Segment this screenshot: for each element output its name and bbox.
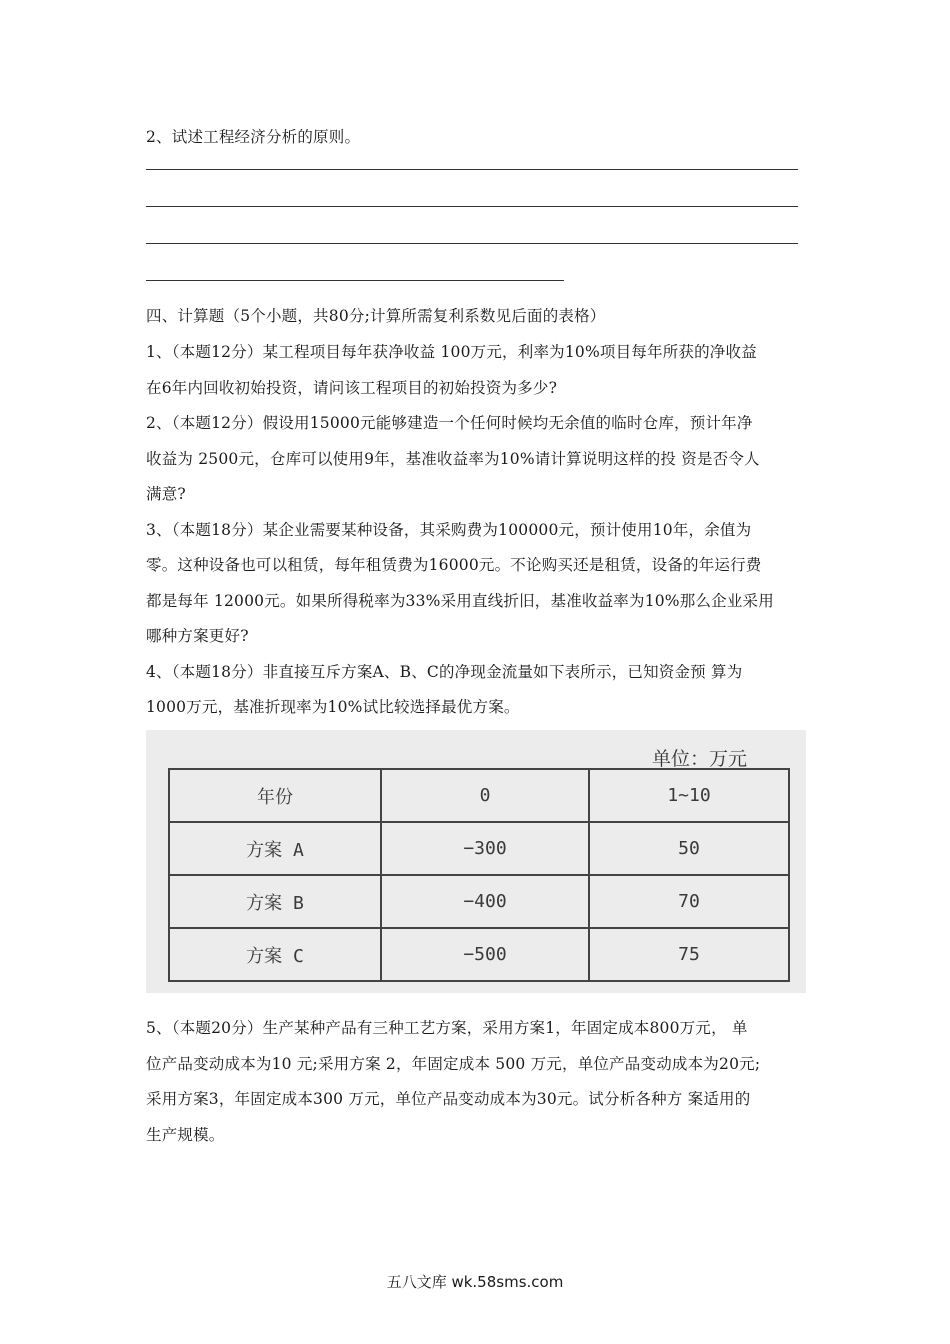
answer-line-4 — [146, 280, 564, 281]
problem-2-line-3: 满意? — [146, 485, 186, 503]
table-row — [169, 822, 789, 875]
row-label: 方案 C — [169, 928, 381, 981]
problem-2-line-1: 2、（本题12分）假设用15000元能够建造一个任何时候均无余值的临时仓库，预计年净 — [146, 414, 753, 432]
problem-5-line-3: 采用方案3，年固定成本300 万元，单位产品变动成本为30元。试分析各种方 案适用的 — [146, 1090, 751, 1108]
row-value-year-0: −400 — [381, 875, 589, 928]
answer-line-2 — [146, 206, 798, 207]
problem-3-line-2: 零。这种设备也可以租赁，每年租赁费为16000元。不论购买还是租赁，设备的年运行费 — [146, 556, 762, 574]
row-value-year-1-10: 50 — [589, 822, 789, 875]
problem-5-line-2: 位产品变动成本为10 元;采用方案 2，年固定成本 500 万元，单位产品变动成本为20元; — [146, 1055, 761, 1073]
problem-4-line-1: 4、（本题18分）非直接互斥方案A、B、C的净现金流量如下表所示，已知资金预 算为 — [146, 663, 743, 681]
problem-2-line-2: 收益为 2500元，仓库可以使用9年，基准收益率为10%请计算说明这样的投 资是否令人 — [146, 450, 760, 468]
header-year: 年份 — [169, 769, 381, 822]
header-year-0: 0 — [381, 769, 589, 822]
cashflow-table — [168, 768, 790, 982]
table-header-row — [169, 769, 789, 822]
row-value-year-1-10: 75 — [589, 928, 789, 981]
section-4-heading: 四、计算题（5个小题，共80分;计算所需复利系数见后面的表格） — [146, 307, 606, 325]
row-value-year-1-10: 70 — [589, 875, 789, 928]
problem-1-line-2: 在6年内回收初始投资，请问该工程项目的初始投资为多少? — [146, 379, 558, 397]
row-label: 方案 A — [169, 822, 381, 875]
cashflow-table-image — [146, 730, 806, 993]
problem-3-line-4: 哪种方案更好? — [146, 627, 249, 645]
table-row — [169, 875, 789, 928]
row-label: 方案 B — [169, 875, 381, 928]
answer-line-3 — [146, 243, 798, 244]
header-year-1-10: 1~10 — [589, 769, 789, 822]
problem-1-line-1: 1、（本题12分）某工程项目每年获净收益 100万元，利率为10%项目每年所获的净收益 — [146, 343, 757, 361]
row-value-year-0: −500 — [381, 928, 589, 981]
problem-4-line-2: 1000万元，基准折现率为10%试比较选择最优方案。 — [146, 698, 520, 716]
row-value-year-0: −300 — [381, 822, 589, 875]
problem-5-line-1: 5、（本题20分）生产某种产品有三种工艺方案，采用方案1，年固定成本800万元， 单 — [146, 1019, 748, 1037]
problem-3-line-1: 3、（本题18分）某企业需要某种设备，其采购费为100000元，预计使用10年，余值为 — [146, 521, 752, 539]
table-row — [169, 928, 789, 981]
question-2-heading: 2、试述工程经济分析的原则。 — [146, 128, 361, 146]
problem-5-line-4: 生产规模。 — [146, 1126, 225, 1144]
answer-line-1 — [146, 169, 798, 170]
problem-3-line-3: 都是每年 12000元。如果所得税率为33%采用直线折旧，基准收益率为10%那么企业采用 — [146, 592, 774, 610]
table-unit-label: 单位：万元 — [652, 748, 748, 770]
footer-watermark: 五八文库 wk.58sms.com — [386, 1273, 564, 1291]
